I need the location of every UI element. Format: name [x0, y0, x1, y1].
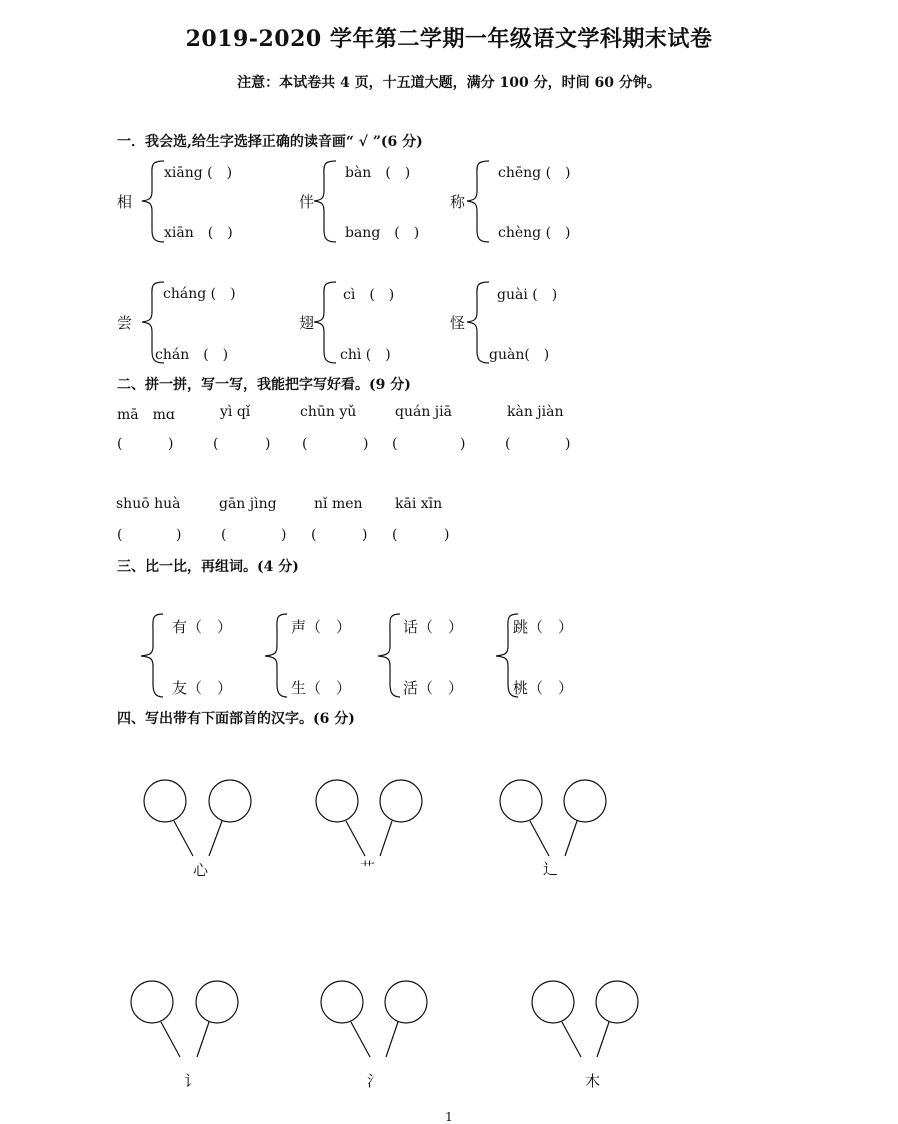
s2-blank-open[interactable]: ( [392, 436, 398, 452]
s2-blank-open[interactable]: ( [505, 436, 511, 452]
s4-radical-label: 木 [585, 1072, 601, 1090]
s2-blank-close: ) [460, 436, 466, 452]
s2-blank-close: ) [444, 527, 450, 543]
blank-circle [385, 981, 427, 1023]
stem-line [209, 821, 222, 856]
stem-line [597, 1022, 609, 1057]
stem-line [197, 1022, 209, 1057]
brace-icon [496, 614, 518, 697]
s1-option-top: bàn ( ) [345, 165, 411, 181]
section2-heading: 二、拼一拼，写一写，我能把字写好看。(9 分) [117, 377, 411, 393]
s1-char-cheng: 称 [450, 193, 466, 211]
s2-pinyin: shuō huà [116, 496, 181, 512]
brace-icon [314, 161, 336, 242]
s4-radical-label: 氵 [367, 1072, 383, 1090]
blank-circle [131, 981, 173, 1023]
s3-word-top: 声（ ） [291, 618, 352, 636]
s3-word-top: 有（ ） [172, 618, 233, 636]
s2-blank-close: ) [363, 436, 369, 452]
brace-icon [467, 282, 489, 363]
s2-blank-open[interactable]: ( [302, 436, 308, 452]
s2-pinyin: chūn yǔ [300, 404, 357, 420]
s3-word-bottom: 活（ ） [403, 679, 464, 697]
brace-icon [467, 161, 489, 242]
stem-line [565, 821, 577, 856]
s1-option-top: guài ( ) [497, 287, 558, 303]
s2-blank-close: ) [362, 527, 368, 543]
s2-blank-close: ) [565, 436, 571, 452]
brace-icon [142, 282, 164, 363]
s2-blank-open[interactable]: ( [117, 436, 123, 452]
s1-option-top: chēng ( ) [498, 165, 571, 181]
s1-option-bottom: bang ( ) [345, 225, 420, 241]
stem-line [380, 821, 392, 856]
blank-circle [316, 780, 358, 822]
brace-icon [314, 282, 336, 363]
blank-circle [196, 981, 238, 1023]
blank-circle [209, 780, 251, 822]
s1-option-top: cháng ( ) [163, 286, 236, 302]
blank-circle [144, 780, 186, 822]
section4-heading: 四、写出带有下面部首的汉字。(6 分) [117, 711, 355, 727]
s4-radical-label: 辶 [543, 860, 559, 878]
s2-blank-open[interactable]: ( [221, 527, 227, 543]
blank-circle [321, 981, 363, 1023]
blank-circle [532, 981, 574, 1023]
s1-option-bottom: xiān ( ) [164, 225, 233, 241]
s1-char-guai: 怪 [450, 314, 466, 332]
s3-word-top: 跳（ ） [513, 618, 574, 636]
s1-option-bottom: guàn( ) [489, 347, 550, 363]
brace-icon [378, 614, 400, 697]
s3-word-top: 话（ ） [403, 618, 464, 636]
stem-line [346, 821, 365, 856]
brace-icon [142, 161, 164, 242]
s3-word-bottom: 友（ ） [172, 679, 233, 697]
s2-pinyin: nǐ men [314, 496, 363, 512]
s1-char-chang: 尝 [117, 314, 133, 332]
s1-char-ban: 伴 [299, 193, 315, 211]
s2-pinyin: kāi xīn [395, 496, 443, 512]
blank-circle [500, 780, 542, 822]
s1-option-top: cì ( ) [343, 287, 395, 303]
s2-blank-open[interactable]: ( [311, 527, 317, 543]
stem-line [530, 821, 549, 856]
s4-radical-label: 心 [193, 861, 209, 879]
s1-option-bottom: chán ( ) [155, 347, 229, 363]
s1-option-bottom: chèng ( ) [498, 225, 571, 241]
blank-circle [564, 780, 606, 822]
s2-pinyin: quán jiā [395, 404, 452, 420]
section1-heading: 一．我会选,给生字选择正确的读音画“ √ ”(6 分) [117, 134, 423, 150]
brace-icon [141, 614, 163, 697]
s1-option-bottom: chì ( ) [340, 347, 391, 363]
s2-blank-open[interactable]: ( [392, 527, 398, 543]
exam-note: 注意：本试卷共 4 页，十五道大题，满分 100 分，时间 60 分钟。 [237, 75, 661, 91]
stem-line [174, 821, 193, 856]
section3-heading: 三、比一比，再组词。(4 分) [117, 559, 299, 575]
s2-blank-open[interactable]: ( [213, 436, 219, 452]
stem-line [351, 1022, 370, 1057]
stem-line [161, 1022, 180, 1057]
s3-word-bottom: 生（ ） [291, 679, 352, 697]
stem-line [386, 1022, 398, 1057]
brace-icon [265, 614, 287, 697]
s2-pinyin: mā mɑ [117, 407, 175, 423]
s2-blank-close: ) [265, 436, 271, 452]
blank-circle [380, 780, 422, 822]
s4-radical-label: 讠 [184, 1072, 200, 1090]
s1-option-top: xiāng ( ) [164, 165, 233, 181]
s2-blank-close: ) [168, 436, 174, 452]
stem-line [562, 1022, 581, 1057]
s1-char-chi: 翅 [299, 314, 315, 332]
s2-pinyin: kàn jiàn [507, 404, 564, 420]
s2-blank-close: ) [176, 527, 182, 543]
s3-word-bottom: 桃（ ） [513, 679, 574, 697]
s1-char-xiang: 相 [117, 193, 133, 211]
blank-circle [596, 981, 638, 1023]
s2-blank-open[interactable]: ( [117, 527, 123, 543]
s2-blank-close: ) [281, 527, 287, 543]
page-title: 2019-2020 学年第二学期一年级语文学科期末试卷 [185, 26, 713, 52]
s2-pinyin: yì qǐ [220, 404, 251, 420]
s4-radical-label: 艹 [360, 859, 376, 877]
s2-pinyin: gān jìng [219, 496, 277, 512]
page-number: 1 [445, 1110, 453, 1124]
